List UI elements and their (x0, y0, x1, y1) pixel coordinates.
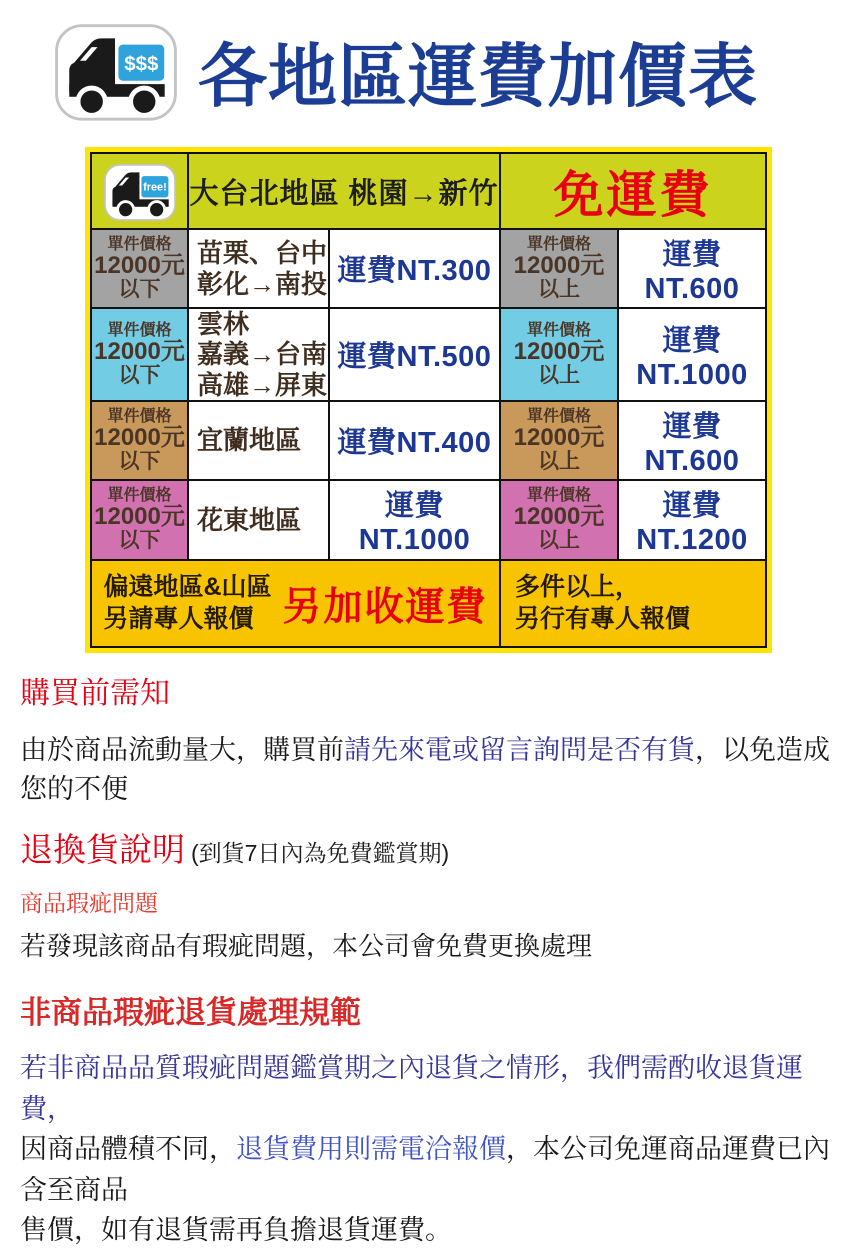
truck-free-icon (101, 158, 179, 224)
footer-note-line: 多件以上， (515, 573, 641, 602)
condition-label: 單件價格 (107, 235, 172, 253)
non-defect-body (20, 1048, 832, 1251)
buy-notice-heading: 購買前需知 (20, 677, 170, 710)
condition-label: 單件價格 (107, 487, 172, 505)
condition-price: 12000元 (513, 503, 605, 531)
notes-section (20, 668, 832, 1251)
row3-right-condition (501, 402, 617, 479)
buy-notice-text: 由於商品流動量大，購買前 (20, 735, 344, 765)
condition-price: 12000元 (94, 503, 185, 531)
buy-notice-highlight: 請先來電或留言詢問是否有貨 (344, 735, 695, 765)
row2-right-fee: 運費NT.1000 (619, 309, 765, 400)
truck-money-label: $$$ (124, 52, 159, 76)
defect-subheading: 商品瑕疵問題 (20, 890, 158, 916)
non-defect-text: ，本公司免運商品運費已內含至商品 (20, 1134, 830, 1205)
row3-left-condition (92, 402, 187, 479)
row4-region (189, 481, 328, 559)
condition-label: 單件價格 (526, 407, 591, 425)
row1-region (189, 230, 328, 307)
condition-label: 單件價格 (526, 321, 591, 339)
truck-money-icon (52, 14, 180, 126)
condition-price: 12000元 (94, 337, 185, 365)
row1-right-condition (501, 230, 617, 307)
condition-bound: 以下 (118, 449, 161, 473)
condition-price: 12000元 (94, 251, 185, 279)
row3-right-fee: 運費NT.600 (619, 402, 765, 479)
condition-price: 12000元 (513, 423, 605, 451)
footer-note-line: 偏遠地區&山區 (103, 573, 272, 602)
condition-bound: 以上 (538, 449, 580, 473)
row1-left-fee: 運費NT.300 (330, 230, 499, 307)
region-line: 宜蘭地區 (197, 425, 302, 456)
buy-notice-body (20, 728, 832, 806)
row4-right-condition (501, 481, 617, 559)
row2-right-condition (501, 309, 617, 400)
row2-left-fee: 運費NT.500 (330, 309, 499, 400)
non-defect-text: 因商品體積不同， (20, 1134, 236, 1164)
row4-left-condition (92, 481, 187, 559)
condition-label: 單件價格 (526, 235, 591, 253)
condition-label: 單件價格 (107, 407, 172, 425)
table-header-icon-cell (92, 154, 187, 228)
row4-right-fee: 運費NT.1200 (619, 481, 765, 559)
region-line: 苗栗、台中 (197, 237, 328, 268)
buy-notice-text: ，以免造成您的不便 (20, 735, 830, 804)
region-line: 花東地區 (197, 504, 302, 535)
footer-remote-note (103, 572, 271, 635)
row4-left-fee: 運費NT.1000 (330, 481, 499, 559)
condition-bound: 以下 (118, 277, 161, 301)
page-title: 各地區運費加價表 (198, 37, 758, 115)
header-region: 大台北地區 桃園→新竹 (189, 154, 499, 228)
region-line: 高雄→屏東 (197, 369, 328, 400)
footer-note-line: 另請專人報價 (103, 604, 254, 633)
footer-multi-item-cell (501, 561, 765, 646)
header-free-shipping: 免運費 (501, 154, 765, 228)
row3-left-fee: 運費NT.400 (330, 402, 499, 479)
region-line: 彰化→南投 (197, 268, 328, 299)
page-header (0, 0, 850, 126)
footer-remote-area-cell (92, 561, 499, 646)
truck-free-label: free! (142, 181, 167, 194)
row1-left-condition (92, 230, 187, 307)
condition-price: 12000元 (94, 423, 185, 451)
returns-heading-suffix: (到貨7日內為免費鑑賞期) (191, 840, 450, 866)
non-defect-highlight: 退貨費用則需電洽報價 (236, 1134, 506, 1164)
condition-price: 12000元 (513, 337, 605, 365)
condition-bound: 以上 (538, 277, 580, 301)
condition-label: 單件價格 (526, 487, 591, 505)
region-line: 雲林 (197, 308, 250, 339)
footer-extra-fee-highlight: 另加收運費 (282, 585, 488, 629)
condition-price: 12000元 (513, 251, 605, 279)
condition-bound: 以下 (118, 529, 161, 553)
non-defect-line2 (20, 1129, 832, 1210)
non-defect-line1: 若非商品品質瑕疵問題鑑賞期之內退貨之情形，我們需酌收退貨運費， (20, 1053, 803, 1124)
returns-heading (20, 824, 832, 871)
row3-region (189, 402, 328, 479)
region-line: 嘉義→台南 (197, 339, 328, 370)
non-defect-line3: 售價，如有退貨需再負擔退貨運費。 (20, 1215, 452, 1245)
row2-region (189, 309, 328, 400)
shipping-fee-table (85, 147, 772, 653)
non-defect-heading: 非商品瑕疵退貨處理規範 (20, 995, 361, 1030)
returns-heading-text: 退換貨說明 (20, 831, 185, 868)
condition-bound: 以上 (538, 529, 580, 553)
footer-note-line: 另行有專人報價 (515, 604, 691, 633)
defect-body: 若發現該商品有瑕疵問題，本公司會免費更換處理 (20, 931, 593, 961)
row1-right-fee: 運費NT.600 (619, 230, 765, 307)
condition-bound: 以下 (118, 363, 161, 387)
condition-label: 單件價格 (107, 321, 172, 339)
condition-bound: 以上 (538, 363, 580, 387)
row2-left-condition (92, 309, 187, 400)
